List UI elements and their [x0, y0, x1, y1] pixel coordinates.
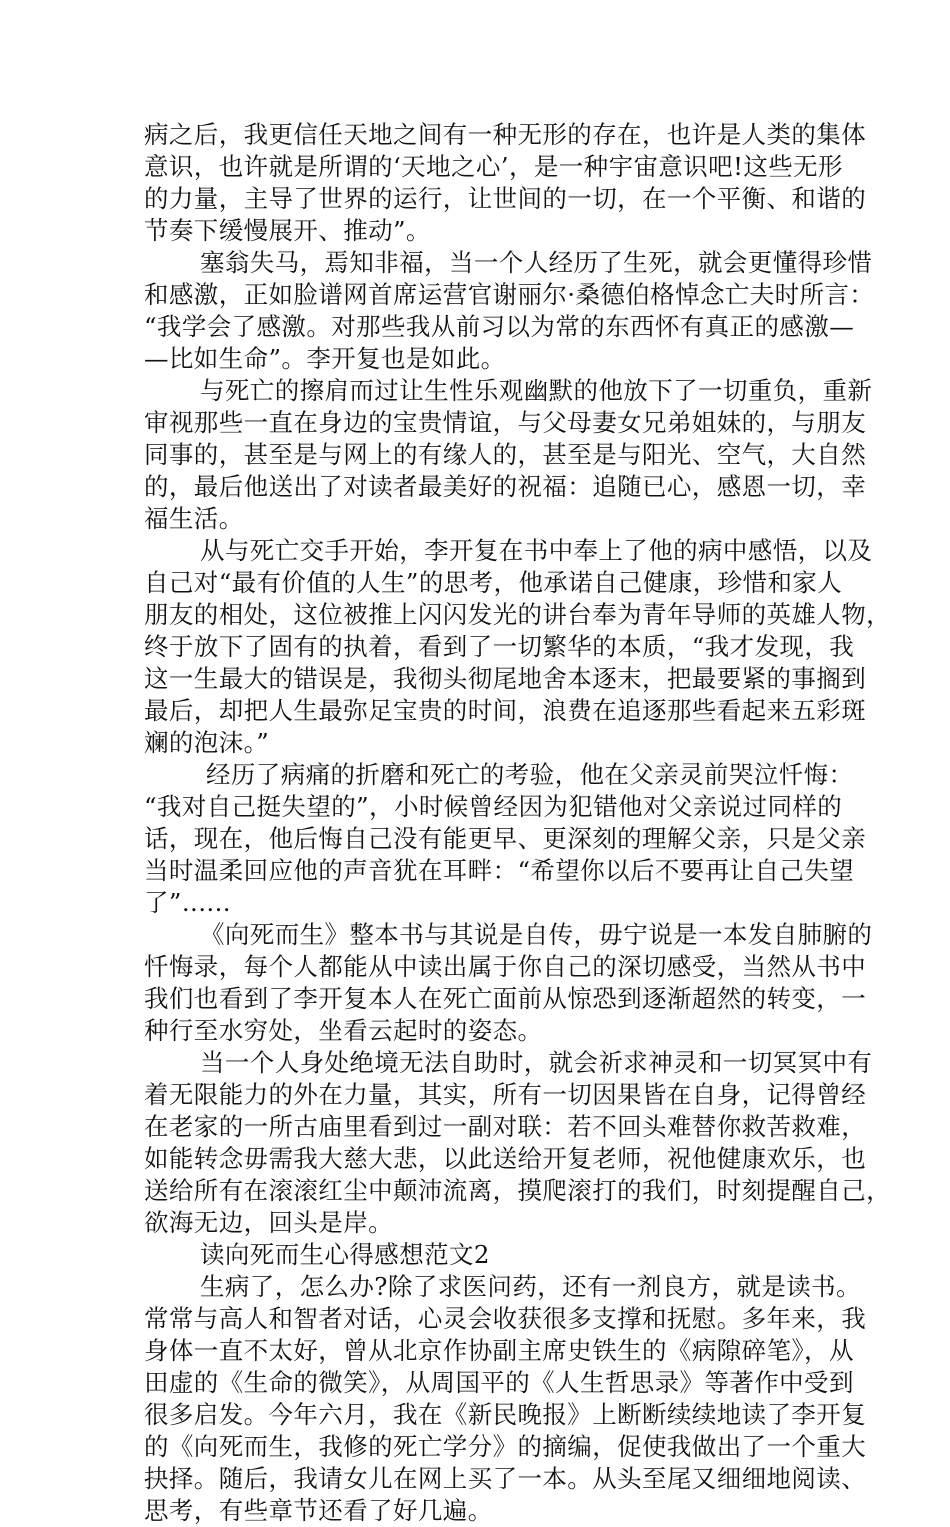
- text-line: 节奏下缓慢展开、推动”。: [144, 216, 431, 245]
- text-line: “我学会了感激。对那些我从前习以为常的东西怀有真正的感激—: [144, 312, 855, 341]
- text-line: 如能转念毋需我大慈大悲，以此送给开复老师，祝他健康欢乐，也: [144, 1144, 867, 1173]
- text-line: 终于放下了固有的执着，看到了一切繁华的本质，“我才发现，我: [144, 632, 855, 661]
- paragraph-first-line: 塞翁失马，焉知非福，当一个人经历了生死，就会更懂得珍惜: [200, 248, 873, 277]
- text-line: 身体一直不太好，曾从北京作协副主席史铁生的《病隙碎笔》，从: [144, 1336, 854, 1365]
- text-line: 欲海无边，回头是岸。: [144, 1208, 393, 1237]
- text-line: 同事的，甚至是与网上的有缘人的，甚至是与阳光、空气，大自然: [144, 440, 867, 469]
- paragraph-first-line: 生病了，怎么办?除了求医问药，还有一剂良方，就是读书。: [200, 1272, 861, 1301]
- paragraph-first-line: 当一个人身处绝境无法自助时，就会祈求神灵和一切冥冥中有: [200, 1048, 873, 1077]
- text-line: 田虚的《生命的微笑》，从周国平的《人生哲思录》等著作中受到: [144, 1368, 854, 1397]
- text-line: —比如生命”。李开复也是如此。: [144, 344, 506, 373]
- text-line: 的，最后他送出了对读者最美好的祝福：追随已心，感恩一切，幸: [144, 472, 867, 501]
- text-line: 和感激，正如脸谱网首席运营官谢丽尔·桑德伯格悼念亡夫时所言：: [144, 280, 875, 309]
- text-line: 这一生最大的错误是，我彻头彻尾地舍本逐末，把最要紧的事搁到: [144, 664, 867, 693]
- text-line: 的力量，主导了世界的运行，让世间的一切，在一个平衡、和谐的: [144, 184, 867, 213]
- text-line: 我们也看到了李开复本人在死亡面前从惊恐到逐渐超然的转变，一: [144, 984, 867, 1013]
- text-line: 自己对“最有价值的人生”的思考，他承诺自己健康，珍惜和家人: [144, 568, 843, 597]
- text-line: 最后，却把人生最弥足宝贵的时间，浪费在追逐那些看起来五彩斑: [144, 696, 867, 725]
- text-line: 福生活。: [144, 504, 244, 533]
- text-line: 常常与高人和智者对话，心灵会收获很多支撑和抚慰。多年来，我: [144, 1304, 867, 1333]
- text-line: 了”......: [144, 888, 231, 917]
- text-line: 当时温柔回应他的声音犹在耳畔：“希望你以后不要再让自己失望: [144, 856, 855, 885]
- text-line: 送给所有在滚滚红尘中颠沛流离，摸爬滚打的我们，时刻提醒自己，: [144, 1176, 891, 1205]
- text-line: 的《向死而生，我修的死亡学分》的摘编，促使我做出了一个重大: [144, 1432, 867, 1461]
- text-line: “我对自己挺失望的”，小时候曾经因为犯错他对父亲说过同样的: [144, 792, 843, 821]
- text-line: 着无限能力的外在力量，其实，所有一切因果皆在自身，记得曾经: [144, 1080, 867, 1109]
- text-line: 抉择。随后，我请女儿在网上买了一本。从头至尾又细细地阅读、: [144, 1464, 867, 1493]
- text-line: 忏悔录，每个人都能从中读出属于你自己的深切感受，当然从书中: [144, 952, 867, 981]
- text-line: 审视那些一直在身边的宝贵情谊，与父母妻女兄弟姐妹的，与朋友: [144, 408, 867, 437]
- text-line: 在老家的一所古庙里看到过一副对联：若不回头难替你救苦救难，: [144, 1112, 867, 1141]
- text-line: 种行至水穷处，坐看云起时的姿态。: [144, 1016, 543, 1045]
- paragraph-first-line: 经历了病痛的折磨和死亡的考验，他在父亲灵前哭泣忏悔：: [206, 760, 854, 789]
- document-body: [144, 119, 891, 1527]
- text-line: 话，现在，他后悔自己没有能更早、更深刻的理解父亲，只是父亲: [144, 824, 867, 853]
- paragraph-first-line: 与死亡的擦肩而过让生性乐观幽默的他放下了一切重负，重新: [200, 376, 873, 405]
- text-line: 病之后，我更信任天地之间有一种无形的存在，也许是人类的集体: [144, 120, 867, 149]
- section-heading: 读向死而生心得感想范文2: [200, 1240, 490, 1269]
- text-line: 斓的泡沫。”: [144, 728, 270, 757]
- text-line: 很多启发。今年六月，我在《新民晚报》上断断续续地读了李开复: [144, 1400, 867, 1429]
- paragraph-first-line: 从与死亡交手开始，李开复在书中奉上了他的病中感悟，以及: [200, 536, 873, 565]
- text-line: 朋友的相处，这位被推上闪闪发光的讲台奉为青年导师的英雄人物，: [144, 600, 891, 629]
- paragraph-first-line: 《向死而生》整本书与其说是自传，毋宁说是一本发自肺腑的: [200, 920, 873, 949]
- text-line: 思考，有些章节还看了好几遍。: [144, 1496, 493, 1525]
- text-line: 意识，也许就是所谓的‘天地之心’，是一种宇宙意识吧!这些无形: [144, 152, 843, 181]
